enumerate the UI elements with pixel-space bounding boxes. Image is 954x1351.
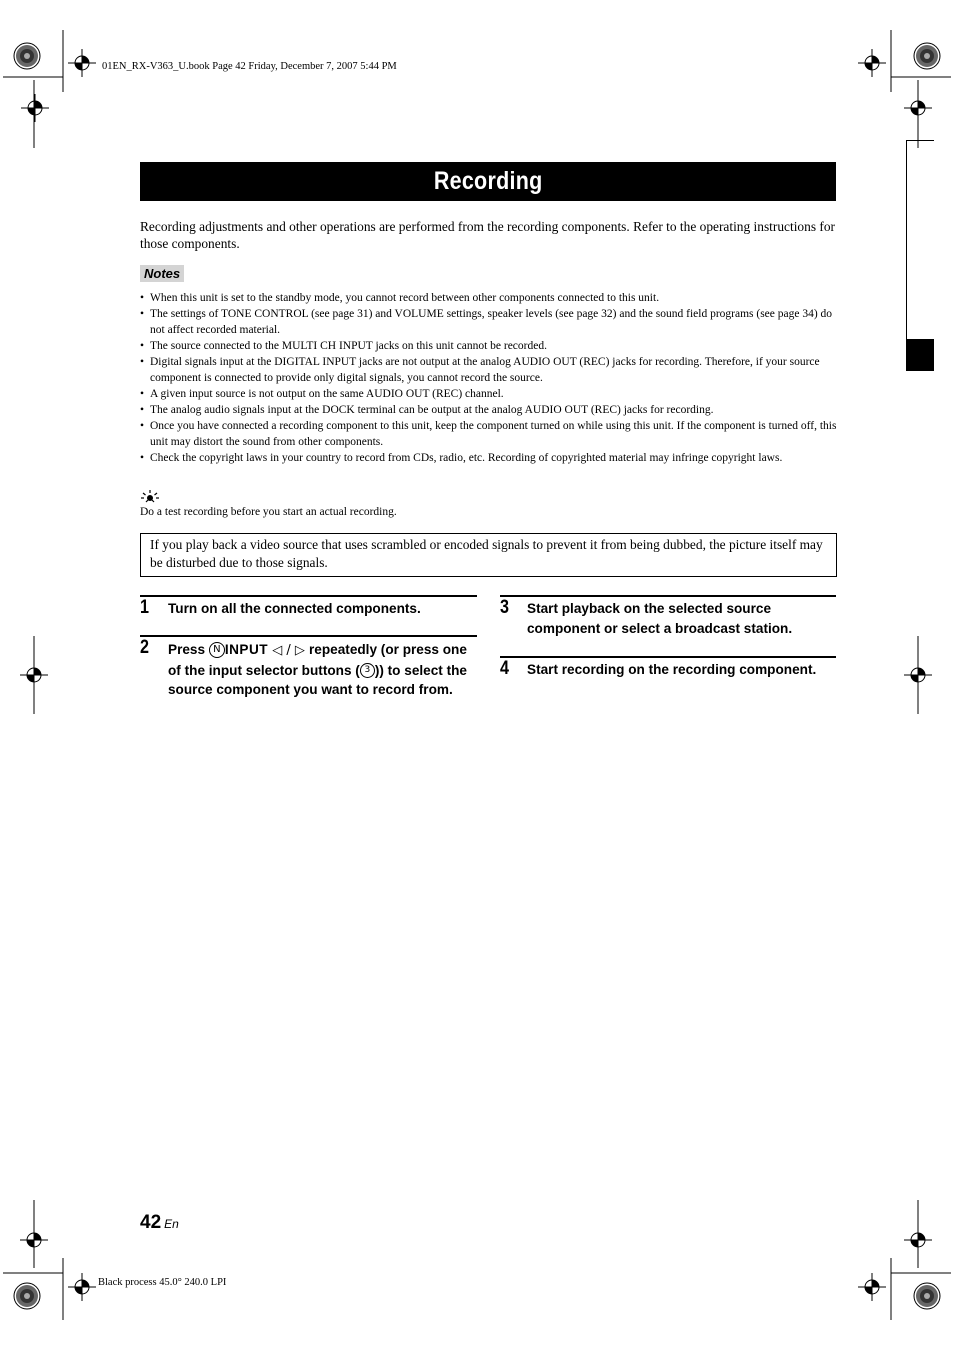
print-header: 01EN_RX-V363_U.book Page 42 Friday, December 7, 2007 5:44 PM	[102, 61, 397, 72]
intro-paragraph: Recording adjustments and other operations are performed from the recording components. Refer to the operating instructions for those components.	[140, 219, 835, 251]
step-2-tail: )) to select the source component you want to record from.	[168, 662, 467, 697]
step-3-number: 3	[500, 597, 509, 618]
page-title: Recording	[433, 167, 543, 195]
step-4-text: Start recording on the recording component.	[527, 662, 817, 677]
left-right-arrow-icons: ◁ / ▷	[268, 643, 310, 658]
page-number	[140, 1212, 179, 1234]
step-1-rule	[140, 595, 477, 597]
step-3-text: Start playback on the selected source component or select a broadcast station.	[527, 601, 793, 636]
step-4-rule	[500, 656, 836, 658]
side-tab-marker	[906, 340, 934, 371]
step-2-rule	[140, 635, 477, 637]
step-2-number: 2	[140, 637, 149, 658]
input-key-label: INPUT	[224, 642, 269, 657]
lightbulb-icon	[140, 489, 160, 503]
step-3-rule	[500, 595, 836, 597]
step-2-press: Press	[168, 642, 209, 657]
side-tab	[906, 140, 934, 340]
note-item: • A given input source is not output on the same AUDIO OUT (REC) channel.	[140, 386, 840, 402]
warning-box: If you play back a video source that uses scrambled or encoded signals to prevent it from being dubbed, the picture itself may be disturbed due to those signals.	[140, 533, 837, 577]
page-title-bar	[140, 162, 836, 201]
note-item: • Check the copyright laws in your country to record from CDs, radio, etc. Recording of copyrighted material may infringe copyright laws.	[140, 450, 840, 466]
note-item: • The settings of TONE CONTROL (see page 31) and VOLUME settings, speaker levels (see page 32) and the sound field programs (see page 34) do not affect recorded material.	[140, 306, 840, 338]
selector-marker: 3	[360, 663, 375, 678]
page-number-value: 42	[140, 1212, 162, 1233]
note-item: • Digital signals input at the DIGITAL INPUT jacks are not output at the analog AUDIO OUT (REC) jacks for recording. Therefore, if your source component is connected to provide only digital signals, you cannot record the source.	[140, 354, 840, 386]
tip-text: Do a test recording before you start an actual recording.	[140, 506, 397, 518]
notes-label: Notes	[140, 265, 184, 282]
step-2-mid: repeatedly (or press one of the input selector buttons (	[168, 642, 467, 678]
step-2-text	[168, 640, 476, 700]
page-language: En	[164, 1217, 179, 1231]
key-marker: N	[209, 642, 225, 658]
step-4-number: 4	[500, 658, 509, 679]
note-item: • The analog audio signals input at the DOCK terminal can be output at the analog AUDIO OUT (REC) jacks for recording.	[140, 402, 840, 418]
note-item: • The source connected to the MULTI CH INPUT jacks on this unit cannot be recorded.	[140, 338, 840, 354]
step-1-number: 1	[140, 597, 149, 618]
step-1-text: Turn on all the connected components.	[168, 601, 421, 616]
notes-list	[140, 290, 840, 466]
note-item: • When this unit is set to the standby mode, you cannot record between other components connected to this unit.	[140, 290, 840, 306]
note-item: • Once you have connected a recording component to this unit, keep the component turned on while using this unit. If the component is turned off, this unit may distort the sound from other components.	[140, 418, 840, 450]
print-footer: Black process 45.0° 240.0 LPI	[98, 1277, 227, 1288]
